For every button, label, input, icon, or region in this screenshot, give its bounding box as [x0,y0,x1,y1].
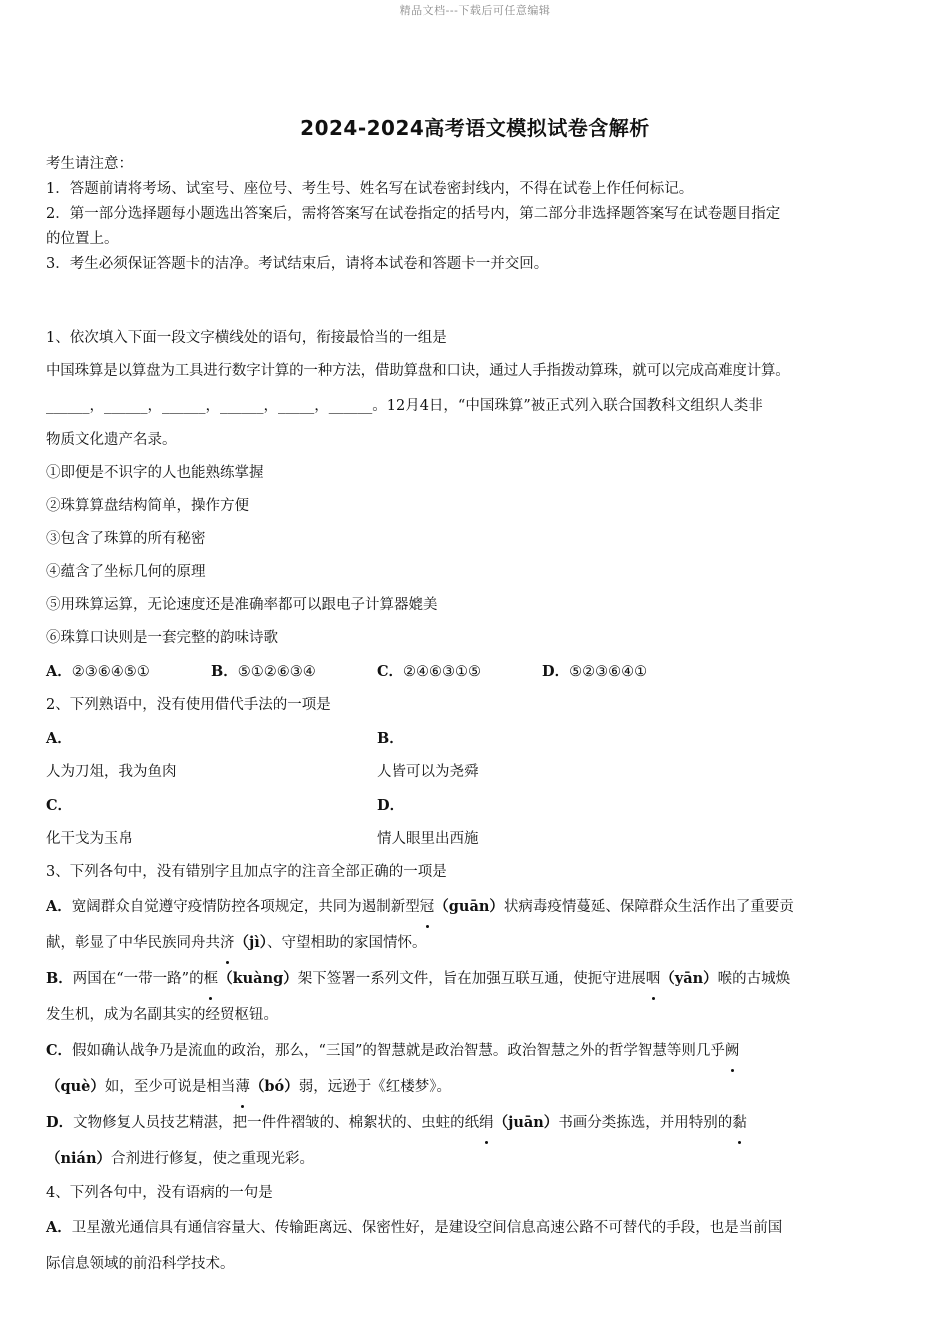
page-title: 2024-2024高考语文模拟试卷含解析 [300,116,650,140]
q1-passage: ______，______，______，______，_____，______。12月4日，“中国珠算”被正式列入联合国教科文组织人类非 [46,398,763,414]
dotted-char: 冠 [420,889,435,925]
q3-option-d-cont: （nián）合剂进行修复，使之重现光彩。 [46,1150,314,1167]
q3-stem: 3、下列各句中，没有错别字且加点字的注音全部正确的一项是 [46,864,447,880]
q3-option-c-cont: （què）如，至少可说是相当薄（bó）弱，远逊于《红楼梦》。 [46,1069,908,1105]
q3-option-a[interactable]: A．宽阔群众自觉遵守疫情防控各项规定，共同为遏制新型冠（guān）状病毒疫情蔓延、保障群众生活作出了重要贡 [46,889,908,925]
q4-option-a-cont: 际信息领域的前沿科学技术。 [46,1256,235,1272]
dotted-char: 绢 [479,1105,494,1141]
dotted-char: 阙 [725,1033,740,1069]
q2-options [46,789,908,856]
q2-stem: 2、下列熟语中，没有使用借代手法的一项是 [46,697,331,713]
option-b[interactable]: B．人皆可以为尧舜 [377,730,479,780]
q1-item: ③包含了珠算的所有秘密 [46,531,206,547]
q1-item: ⑤用珠算运算，无论速度还是准确率都可以跟电子计算器媲美 [46,597,438,613]
notice-item: 2．第一部分选择题每小题选出答案后，需将答案写在试卷指定的括号内，第二部分非选择题答案写在试卷题目指定 [46,206,781,222]
q1-item: ⑥珠算口诀则是一套完整的韵味诗歌 [46,630,278,646]
notice-heading: 考生请注意： [46,156,133,172]
option-d[interactable]: D．⑤②③⑥④① [542,663,648,680]
header-watermark: 精品文档---下载后可任意编辑 [399,4,551,17]
q1-passage: 物质文化遗产名录。 [46,432,177,448]
dotted-char: 黏 [732,1105,747,1141]
notice-item: 1．答题前请将考场、试室号、座位号、考生号、姓名写在试卷密封线内，不得在试卷上作任何标记。 [46,181,694,197]
dotted-char: 薄 [235,1069,250,1105]
q3-option-b-cont: 发生机，成为名副其实的经贸枢钮。 [46,1007,278,1023]
q4-stem: 4、下列各句中，没有语病的一句是 [46,1185,273,1201]
option-a[interactable]: A．②③⑥④⑤① [46,663,150,680]
notice-item: 3．考生必须保证答题卡的洁净。考试结束后，请将本试卷和答题卡一并交回。 [46,256,549,272]
q1-item: ①即便是不识字的人也能熟练掌握 [46,465,264,481]
dotted-char: 济 [220,925,235,961]
q1-item: ④蕴含了坐标几何的原理 [46,564,206,580]
q3-option-c[interactable]: C．假如确认战争乃是流血的政治，那么，“三国”的智慧就是政治智慧。政治智慧之外的哲学智慧等则几乎阙 [46,1033,908,1069]
notice-section [46,152,906,277]
q1-item: ②珠算算盘结构简单，操作方便 [46,498,249,514]
q3-option-a-cont: 献，彰显了中华民族同舟共济（jì）、守望相助的家国情怀。 [46,925,908,961]
option-c[interactable]: C．②④⑥③①⑤ [377,663,482,680]
option-b[interactable]: B．⑤①②⑥③④ [211,663,316,680]
option-a[interactable]: A．人为刀俎，我为鱼肉 [46,730,177,780]
dotted-char: 框 [204,961,219,997]
option-d[interactable]: D．情人眼里出西施 [377,797,479,847]
q4-option-a[interactable]: A．卫星激光通信具有通信容量大、传输距离远、保密性好，是建设空间信息高速公路不可替代的手段，也是当前国 [46,1219,783,1236]
dotted-char: 咽 [646,961,661,997]
question-body [46,322,908,1282]
q1-options [46,655,908,689]
q1-passage: 中国珠算是以算盘为工具进行数字计算的一种方法，借助算盘和口诀，通过人手指拨动算珠，就可以完成高难度计算。 [46,363,790,379]
q1-stem: 1、依次填入下面一段文字横线处的语句，衔接最恰当的一组是 [46,330,447,346]
q2-options [46,722,908,789]
option-c[interactable]: C．化干戈为玉帛 [46,797,133,847]
notice-item: 的位置上。 [46,231,119,247]
q3-option-d[interactable]: D．文物修复人员技艺精湛，把一件件褶皱的、棉絮状的、虫蛀的纸绢（juān）书画分类拣选，并用特别的黏 [46,1105,908,1141]
q3-option-b[interactable]: B．两国在“一带一路”的框（kuàng）架下签署一系列文件，旨在加强互联互通，使扼守进展咽（yān）喉的古城焕 [46,961,908,997]
